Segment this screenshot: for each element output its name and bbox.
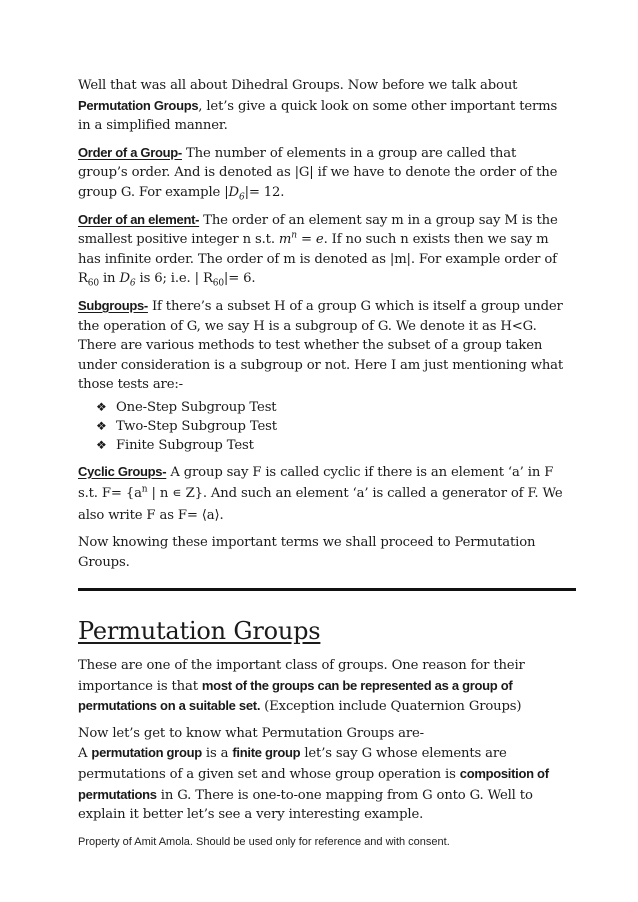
definitions-section — [78, 76, 568, 580]
page-footer: Property of Amit Amola. Should be used only for reference and with consent. — [78, 836, 450, 848]
list-item: ❖ Two-Step Subgroup Test — [96, 417, 568, 436]
list-item: ❖ Finite Subgroup Test — [96, 436, 568, 455]
order-of-element-paragraph: Order of an element- The order of an element say m in a group say M is the smallest positive integer n s.t. $m^n = e$. If no such n exists then we say m has infinite order. The order of m is denoted as |m|. For example order of $R_{60}$ in $D_6$ is 6; i.e. | $R_{60}|= 6$. — [78, 211, 558, 289]
cyclic-groups-paragraph: Cyclic Groups- A group say F is called cyclic if there is an element ‘a’ in F s.t. $F= \{a^n$ | n ∊ Z}. And such an element ‘a’ is called a generator of F. We also write F as F= ⟨a⟩. — [78, 463, 563, 523]
term-order-of-group: Order of a Group- — [78, 144, 182, 160]
closing-paragraph: Now knowing these important terms we shall proceed to Permutation Groups. — [78, 535, 536, 570]
highlight-finite-group: finite group — [232, 745, 301, 761]
importance-paragraph: These are one of the important class of groups. One reason for their importance is that most of the groups can be represented as a group of permutations on a suitable set. (Exception include Quaternion Groups) — [78, 658, 525, 715]
subgroups-paragraph: Subgroups- If there’s a subset H of a group G which is itself a group under the operation of G, we say H is a subgroup of G. We denote it as H<G. There are various methods to test whether the subset of a group taken under consideration is a subgroup or not. Here I am just mentioning what those tests are:- — [78, 297, 564, 393]
highlight-permutation-group: permutation group — [91, 745, 202, 761]
diamond-bullet-icon: ❖ — [96, 399, 107, 414]
definition-paragraph: Now let’s get to know what Permutation Groups are- A permutation group is a finite group let’s say G whose elements are permutations of a given set and whose group operation is composition of permutations in G. There is one-to-one mapping from G onto G. Well to explain it better let’s see a very interesting example. — [78, 725, 549, 823]
term-order-of-element: Order of an element- — [78, 211, 200, 227]
subgroup-tests-list — [78, 398, 568, 455]
order-of-group-paragraph: Order of a Group- The number of elements in a group are called that group’s order. And is denoted as |G| if we have to denote the order of the group G. For example $|D_6|= 12$. — [78, 144, 558, 203]
diamond-bullet-icon: ❖ — [96, 437, 107, 452]
highlight-permutation-groups: Permutation Groups — [78, 97, 199, 113]
section-divider — [78, 588, 576, 591]
highlight-composition: composition of permutations — [78, 765, 549, 802]
highlight-representation: most of the groups can be represented as a group of permutations on a suitable set. — [78, 677, 513, 714]
list-item: ❖ One-Step Subgroup Test — [96, 398, 568, 417]
permutation-groups-section — [78, 656, 568, 832]
intro-paragraph: Well that was all about Dihedral Groups. Now before we talk about Permutation Groups, let’s give a quick look on some other important terms in a simplified manner. — [78, 78, 558, 134]
section-title: Permutation Groups — [78, 617, 321, 645]
term-cyclic-groups: Cyclic Groups- — [78, 463, 167, 479]
diamond-bullet-icon: ❖ — [96, 418, 107, 433]
term-subgroups: Subgroups- — [78, 297, 148, 313]
